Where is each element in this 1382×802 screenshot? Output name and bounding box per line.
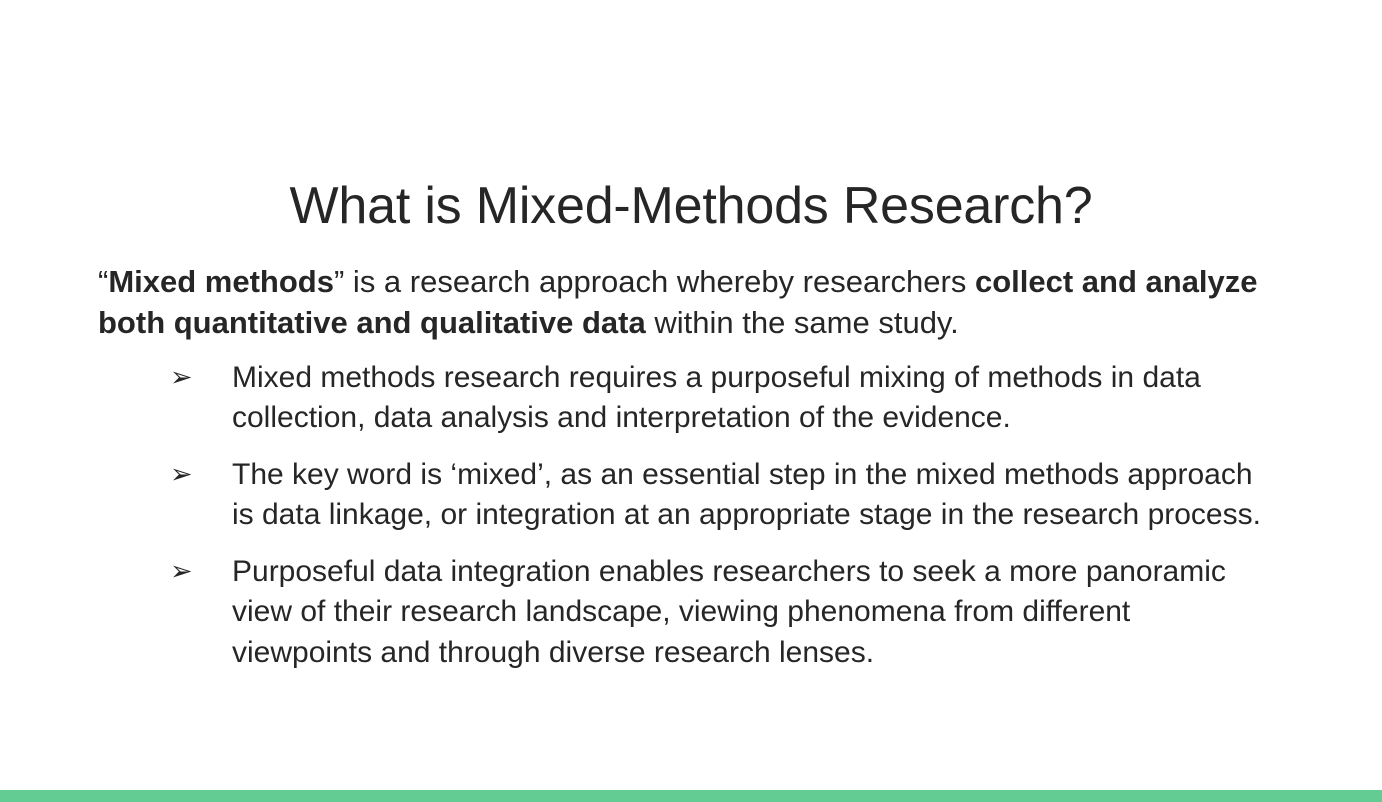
list-item-text: Purposeful data integration enables researchers to seek a more panoramic view of their research landscape, viewing phenomena from different viewpoints and through diverse research lenses. <box>232 554 1226 669</box>
lead-tail-text: within the same study. <box>645 304 959 340</box>
lead-middle-text: is a research approach whereby researchers <box>344 264 975 299</box>
page-title: What is Mixed-Methods Research? <box>289 176 1093 235</box>
lead-bold-mixed-methods: Mixed methods <box>108 264 334 299</box>
list-item-text: The key word is ‘mixed’, as an essential step in the mixed methods approach is data linkage, or integration at an appropriate stage in the research process. <box>232 457 1261 532</box>
list-item <box>98 455 1288 536</box>
bullet-list <box>98 358 1288 674</box>
arrow-bullet-icon: ➢ <box>170 458 193 489</box>
list-item <box>98 358 1288 439</box>
list-item-text: Mixed methods research requires a purposeful mixing of methods in data collection, data analysis and interpretation of the evidence. <box>232 360 1201 435</box>
lead-bold-collect-analyze: collect and analyze both quantitative and qualitative data <box>98 264 1258 340</box>
accent-footer-bar <box>0 790 1382 802</box>
arrow-bullet-icon: ➢ <box>170 361 193 392</box>
slide-body <box>98 262 1288 673</box>
arrow-bullet-icon: ➢ <box>170 555 193 586</box>
lead-quote-close: ” <box>333 264 345 299</box>
lead-quote-open: “ <box>98 264 109 299</box>
lead-paragraph <box>98 262 1288 344</box>
list-item <box>98 552 1288 674</box>
